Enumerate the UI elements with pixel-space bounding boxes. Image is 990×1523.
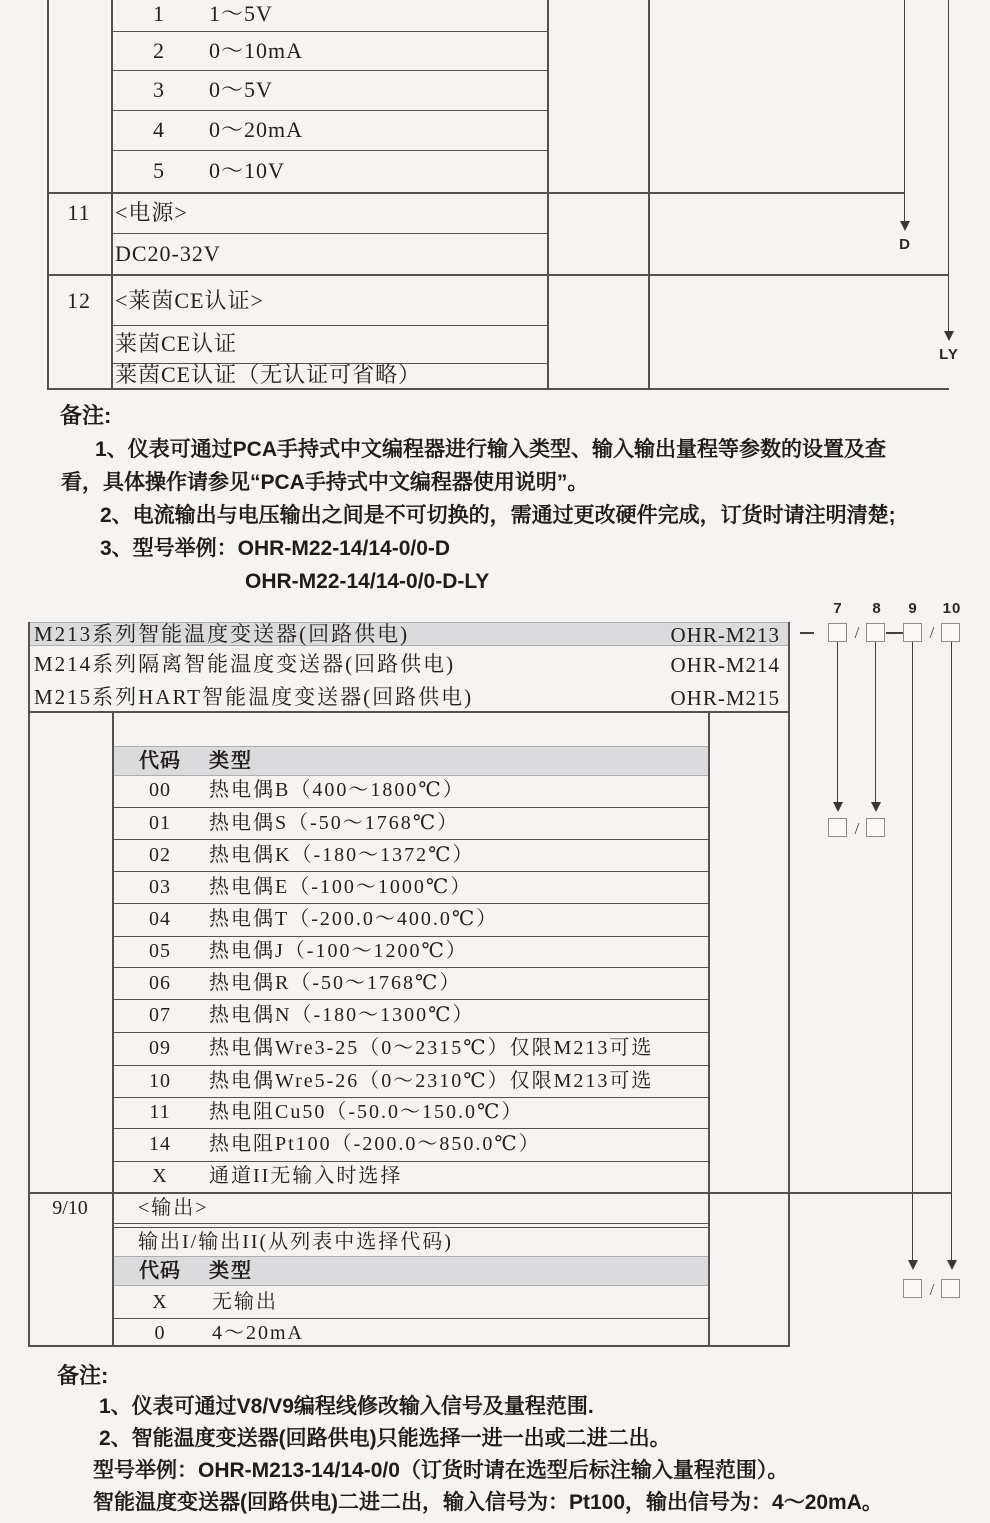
input-type: 热电偶J（-100～1200℃） <box>209 940 468 962</box>
leader-line-8 <box>875 642 876 803</box>
output-code: 0 <box>154 1322 166 1344</box>
double-rule <box>112 1223 708 1224</box>
row-divider <box>112 1097 708 1098</box>
series-model: OHR-M215 <box>670 686 780 710</box>
section-number: 12 <box>67 288 91 313</box>
input-code: 06 <box>149 972 171 994</box>
section-divider-leader <box>47 274 949 276</box>
arrowhead-down-icon <box>908 1260 918 1270</box>
input-type: 通道II无输入时选择 <box>209 1165 403 1187</box>
row-divider <box>112 1318 708 1319</box>
notes-title: 备注: <box>57 1363 109 1388</box>
table-border <box>788 622 790 1347</box>
row-divider <box>112 1128 708 1129</box>
table-border <box>547 0 549 389</box>
note-line: 3、型号举例：OHR-M22-14/14-0/0-D <box>100 537 451 560</box>
output-type: 无输出 <box>212 1291 278 1313</box>
output-row-number: 9/10 <box>52 1197 88 1219</box>
slash-separator: / <box>854 819 860 838</box>
code-label-d: D <box>899 236 911 253</box>
signal-type: 1～5V <box>209 1 273 26</box>
series-model: OHR-M214 <box>670 653 780 677</box>
note-line: OHR-M22-14/14-0/0-D-LY <box>245 570 490 593</box>
model-code-box <box>866 623 885 642</box>
input-type: 热电阻Cu50（-50.0～150.0℃） <box>209 1101 524 1123</box>
note-line: 智能温度变送器(回路供电)二进二出，输入信号为：Pt100，输出信号为：4～20mA。 <box>93 1491 883 1514</box>
dash-separator <box>886 632 903 634</box>
table-border <box>648 0 650 389</box>
row-divider <box>112 807 708 808</box>
model-code-box <box>903 623 922 642</box>
position-label-8: 8 <box>872 600 882 617</box>
input-type: 热电偶Wre5-26（0～2310℃）仅限M213可选 <box>209 1070 654 1092</box>
input-type: 热电偶S（-50～1768℃） <box>209 812 460 834</box>
input-type: 热电偶K（-180～1372℃） <box>209 844 475 866</box>
code-label-ly: LY <box>939 346 959 363</box>
row-divider <box>112 999 708 1000</box>
arrow-line-d <box>904 0 905 222</box>
leader-line-9 <box>912 642 913 1261</box>
ce-header: <莱茵CE认证> <box>115 288 264 313</box>
row-divider <box>112 871 708 872</box>
series-name: M213系列智能温度变送器(回路供电) <box>34 622 410 646</box>
table-border <box>28 622 30 1347</box>
table-border <box>47 0 49 389</box>
note-line: 1、仪表可通过PCA手持式中文编程器进行输入类型、输入输出量程等参数的设置及查 <box>95 438 887 461</box>
input-code: 02 <box>149 844 171 866</box>
input-type: 热电偶E（-100～1000℃） <box>209 876 473 898</box>
col-header-type: 类型 <box>209 1260 253 1282</box>
dash-separator <box>800 632 814 634</box>
input-code: 03 <box>149 876 171 898</box>
note-line: 2、智能温度变送器(回路供电)只能选择一进一出或二进二出。 <box>99 1427 671 1450</box>
input-code: 09 <box>149 1037 171 1059</box>
input-code: 14 <box>149 1133 171 1155</box>
signal-code: 4 <box>153 117 165 142</box>
input-code: 01 <box>149 812 171 834</box>
section-divider-leader <box>47 192 905 194</box>
input-code: 07 <box>149 1004 171 1026</box>
input-code: 05 <box>149 940 171 962</box>
model-code-box <box>941 623 960 642</box>
input-code: 10 <box>149 1070 171 1092</box>
series-model: OHR-M213 <box>670 623 780 647</box>
row-divider <box>111 325 547 326</box>
note-line: 型号举例：OHR-M213-14/14-0/0（订货时请在选型后标注输入量程范围）。 <box>93 1459 789 1482</box>
row-divider <box>112 1161 708 1162</box>
signal-type: 0～10V <box>209 158 285 183</box>
row-divider <box>112 967 708 968</box>
section-number: 11 <box>67 200 91 225</box>
row-divider <box>111 70 547 71</box>
arrow-line-ly <box>948 0 949 332</box>
signal-code: 5 <box>153 158 165 183</box>
arrowhead-down-icon <box>944 331 954 341</box>
signal-code: 2 <box>153 38 165 63</box>
table-bottom-border <box>47 388 949 390</box>
input-type: 热电偶T（-200.0～400.0℃） <box>209 908 499 930</box>
signal-type: 0～20mA <box>209 117 304 142</box>
row-divider <box>112 936 708 937</box>
output-header: <输出> <box>138 1197 209 1219</box>
power-header: <电源> <box>115 200 188 225</box>
note-line: 1、仪表可通过V8/V9编程线修改输入信号及量程范围. <box>99 1395 594 1418</box>
slash-separator: / <box>929 623 935 642</box>
signal-code: 3 <box>153 77 165 102</box>
arrowhead-down-icon <box>833 802 843 812</box>
note-line: 2、电流输出与电压输出之间是不可切换的，需通过更改硬件完成，订货时请注明清楚; <box>100 504 896 527</box>
input-code-box <box>866 818 885 837</box>
table-border <box>28 711 790 713</box>
input-type: 热电偶N（-180～1300℃） <box>209 1004 475 1026</box>
power-value: DC20-32V <box>115 241 221 266</box>
row-divider <box>111 31 547 32</box>
row-divider <box>112 1065 708 1066</box>
model-code-box <box>828 623 847 642</box>
input-type: 热电偶R（-50～1768℃） <box>209 972 462 994</box>
slash-separator: / <box>929 1280 935 1299</box>
row-divider <box>112 903 708 904</box>
input-code: 11 <box>149 1101 171 1123</box>
col-header-code: 代码 <box>139 750 181 772</box>
position-label-10: 10 <box>942 600 962 617</box>
signal-type: 0～5V <box>209 77 273 102</box>
arrowhead-down-icon <box>900 221 910 231</box>
slash-separator: / <box>854 623 860 642</box>
table-border <box>28 1345 790 1347</box>
ce-option: 莱茵CE认证（无认证可省略） <box>115 362 422 387</box>
row-divider <box>112 1032 708 1033</box>
input-code: 00 <box>149 779 171 801</box>
input-code: 04 <box>149 908 171 930</box>
leader-line-7 <box>837 642 838 803</box>
input-code: X <box>152 1165 168 1187</box>
row-divider <box>112 839 708 840</box>
col-header-type: 类型 <box>209 750 253 772</box>
arrowhead-down-icon <box>871 802 881 812</box>
output-subheader: 输出I/输出II(从列表中选择代码) <box>138 1231 453 1253</box>
input-type: 热电阻Pt100（-200.0～850.0℃） <box>209 1133 541 1155</box>
signal-code: 1 <box>153 1 165 26</box>
output-type: 4～20mA <box>212 1322 304 1344</box>
row-divider <box>111 233 547 234</box>
double-rule <box>112 1227 708 1228</box>
leader-line-10 <box>951 642 952 1261</box>
row-divider <box>111 110 547 111</box>
ce-option: 莱茵CE认证 <box>115 331 238 356</box>
input-type: 热电偶Wre3-25（0～2315℃）仅限M213可选 <box>209 1037 654 1059</box>
series-name: M214系列隔离智能温度变送器(回路供电) <box>34 652 456 676</box>
output-code-box <box>941 1279 960 1298</box>
input-code-box <box>828 818 847 837</box>
column-divider <box>708 711 710 1347</box>
input-type: 热电偶B（400～1800℃） <box>209 779 465 801</box>
position-label-7: 7 <box>833 600 843 617</box>
output-code-box <box>903 1279 922 1298</box>
series-name: M215系列HART智能温度变送器(回路供电) <box>34 685 474 709</box>
position-label-9: 9 <box>908 600 918 617</box>
arrowhead-down-icon <box>947 1260 957 1270</box>
signal-type: 0～10mA <box>209 38 304 63</box>
section-divider-leader <box>28 1192 952 1194</box>
notes-title: 备注: <box>60 403 112 428</box>
note-line: 看，具体操作请参见“PCA手持式中文编程器使用说明”。 <box>61 471 589 494</box>
row-divider <box>111 150 547 151</box>
col-header-code: 代码 <box>139 1260 181 1282</box>
output-code: X <box>152 1291 168 1313</box>
